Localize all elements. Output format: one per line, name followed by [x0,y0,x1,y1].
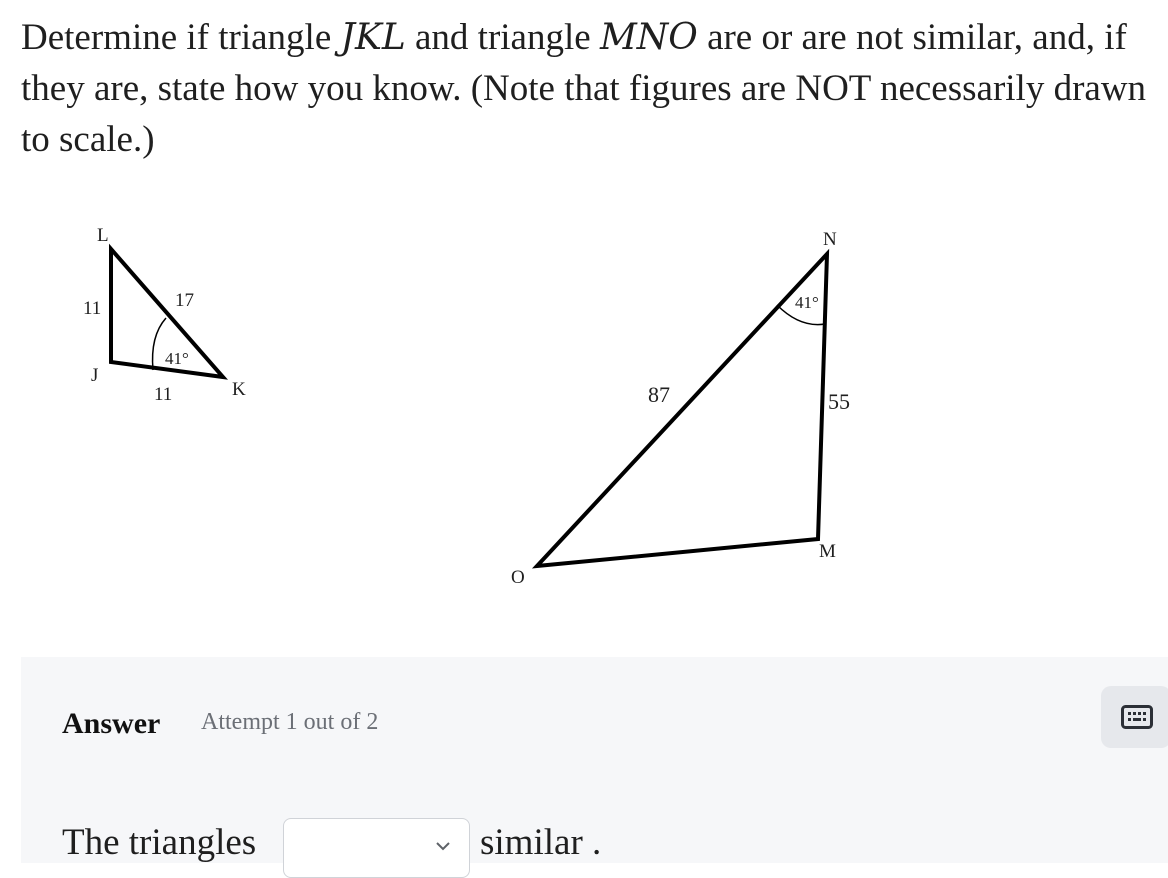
side-label-on: 87 [648,382,670,407]
vertex-label-k: K [232,379,246,400]
answer-panel [21,657,1168,863]
triangle-jkl-name: JKL [340,17,406,58]
attempt-counter: Attempt 1 out of 2 [201,709,379,735]
answer-title: Answer [62,707,161,740]
vertex-label-n: N [823,229,837,250]
side-label-nm: 55 [828,389,850,414]
question-text [21,12,1161,165]
triangles-figure [0,200,1168,600]
chevron-down-icon [435,841,451,851]
keyboard-button[interactable] [1101,686,1168,748]
vertex-label-o: O [511,567,525,588]
question-part-3: are or are not similar, and, if they are, state how you know. (Note that figures are NOT necessarily drawn to scale.) [21,17,1147,160]
vertex-label-l: L [97,225,109,246]
similarity-select[interactable] [283,818,470,878]
triangle-mno [537,254,827,566]
vertex-label-m: M [819,541,836,562]
answer-sentence-end: similar . [480,822,602,863]
triangle-mno-name: MNO [599,17,698,58]
vertex-label-j: J [91,365,99,386]
angle-label-k: 41° [165,349,189,368]
question-part-2: and triangle [405,17,600,58]
question-part-1: Determine if triangle [21,17,341,58]
side-label-jl: 11 [83,298,102,319]
angle-label-n: 41° [795,293,819,312]
side-label-lk: 17 [175,290,194,311]
side-label-jk: 11 [154,384,173,405]
answer-sentence-start: The triangles [62,822,257,863]
keyboard-icon [1121,705,1153,729]
angle-k-arc [153,318,166,370]
